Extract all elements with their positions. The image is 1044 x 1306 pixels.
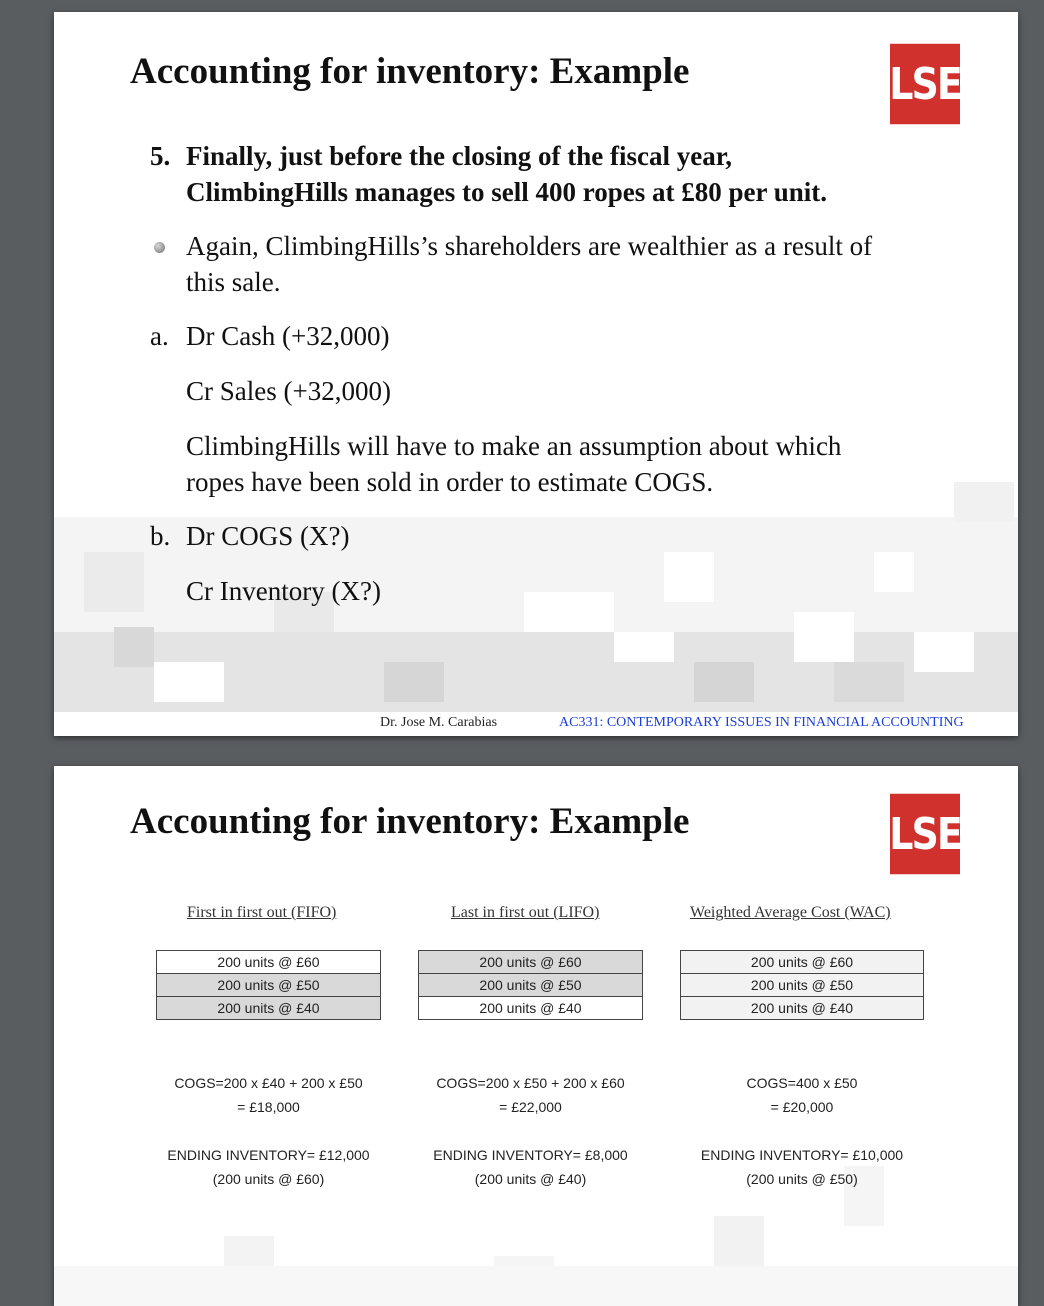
fifo-cogs-total: = £18,000 bbox=[237, 1099, 300, 1115]
footer-course: AC331: CONTEMPORARY ISSUES IN FINANCIAL ACCOUNTING bbox=[559, 715, 964, 730]
fifo-heading: First in first out (FIFO) bbox=[187, 904, 337, 921]
table-row bbox=[681, 974, 924, 997]
lifo-cogs-total: = £22,000 bbox=[499, 1099, 562, 1115]
fifo-inventory-detail: (200 units @ £60) bbox=[212, 1171, 325, 1187]
assumption-line-1: ClimbingHills will have to make an assumption about which bbox=[186, 431, 842, 461]
wac-layer-2: 200 units @ £50 bbox=[681, 974, 924, 997]
item-5-line-2: ClimbingHills manages to sell 400 ropes at £80 per unit. bbox=[186, 177, 828, 207]
lse-logo: LSE bbox=[890, 794, 960, 875]
table-row bbox=[419, 997, 643, 1020]
footer-author: Dr. Jose M. Carabias bbox=[380, 715, 498, 730]
bullet-dot-icon bbox=[154, 242, 165, 253]
entry-b-debit bbox=[150, 518, 350, 554]
lifo-layer-2: 200 units @ £50 bbox=[419, 974, 643, 997]
slide-2 bbox=[54, 766, 1018, 1306]
table-row bbox=[419, 974, 643, 997]
entry-b-credit: Cr Inventory (X?) bbox=[186, 576, 381, 606]
wac-ending-inventory bbox=[670, 1143, 934, 1191]
bullet-point bbox=[186, 228, 872, 300]
fifo-inventory-total: ENDING INVENTORY= £12,000 bbox=[167, 1147, 370, 1163]
wac-inventory-total: ENDING INVENTORY= £10,000 bbox=[700, 1147, 904, 1163]
entry-b-marker: b. bbox=[150, 521, 171, 551]
table-row bbox=[157, 951, 381, 974]
wac-layer-3: 200 units @ £40 bbox=[681, 997, 924, 1020]
item-5-line-1: Finally, just before the closing of the fiscal year, bbox=[186, 141, 732, 171]
fifo-ending-inventory bbox=[146, 1143, 391, 1191]
wac-layers-table bbox=[680, 950, 924, 1020]
entry-b-debit-text: Dr COGS (X?) bbox=[186, 521, 350, 551]
lifo-heading: Last in first out (LIFO) bbox=[451, 904, 600, 921]
bullet-line-2: this sale. bbox=[186, 267, 281, 297]
entry-a-debit-text: Dr Cash (+32,000) bbox=[186, 321, 390, 351]
table-row bbox=[157, 974, 381, 997]
entry-a-credit: Cr Sales (+32,000) bbox=[186, 376, 391, 406]
lifo-layer-1: 200 units @ £60 bbox=[419, 951, 643, 974]
fifo-layer-2: 200 units @ £50 bbox=[157, 974, 381, 997]
wac-layer-1: 200 units @ £60 bbox=[681, 951, 924, 974]
fifo-layer-3: 200 units @ £40 bbox=[157, 997, 381, 1020]
table-row bbox=[419, 951, 643, 974]
table-row bbox=[681, 997, 924, 1020]
lse-logo: LSE bbox=[890, 44, 960, 125]
item-5-number: 5. bbox=[150, 141, 171, 171]
wac-heading: Weighted Average Cost (WAC) bbox=[690, 904, 891, 921]
slide-1 bbox=[54, 12, 1018, 736]
table-row bbox=[681, 951, 924, 974]
slide-title: Accounting for inventory: Example bbox=[130, 801, 690, 842]
fifo-cogs bbox=[156, 1071, 381, 1119]
assumption-line-2: ropes have been sold in order to estimate COGS. bbox=[186, 467, 714, 497]
background-mosaic bbox=[54, 766, 1018, 1306]
slide-title: Accounting for inventory: Example bbox=[130, 51, 690, 92]
entry-a-debit bbox=[150, 318, 390, 354]
lifo-inventory-detail: (200 units @ £40) bbox=[474, 1171, 587, 1187]
fifo-layer-1: 200 units @ £60 bbox=[157, 951, 381, 974]
wac-cogs bbox=[680, 1071, 924, 1119]
fifo-layers-table bbox=[156, 950, 381, 1020]
lifo-cogs-formula: COGS=200 x £50 + 200 x £60 bbox=[436, 1075, 625, 1091]
lifo-inventory-total: ENDING INVENTORY= £8,000 bbox=[433, 1147, 628, 1163]
lifo-ending-inventory bbox=[408, 1143, 653, 1191]
lifo-layers-table bbox=[418, 950, 643, 1020]
wac-inventory-detail: (200 units @ £50) bbox=[746, 1171, 858, 1187]
entry-a-marker: a. bbox=[150, 321, 169, 351]
lifo-layer-3: 200 units @ £40 bbox=[419, 997, 643, 1020]
table-row bbox=[157, 997, 381, 1020]
fifo-cogs-formula: COGS=200 x £40 + 200 x £50 bbox=[174, 1075, 363, 1091]
assumption-note bbox=[186, 428, 841, 500]
wac-cogs-formula: COGS=400 x £50 bbox=[746, 1075, 858, 1091]
bullet-line-1: Again, ClimbingHills’s shareholders are wealthier as a result of bbox=[186, 231, 873, 261]
wac-cogs-total: = £20,000 bbox=[770, 1099, 834, 1115]
lifo-cogs bbox=[418, 1071, 643, 1119]
item-5 bbox=[150, 138, 828, 210]
